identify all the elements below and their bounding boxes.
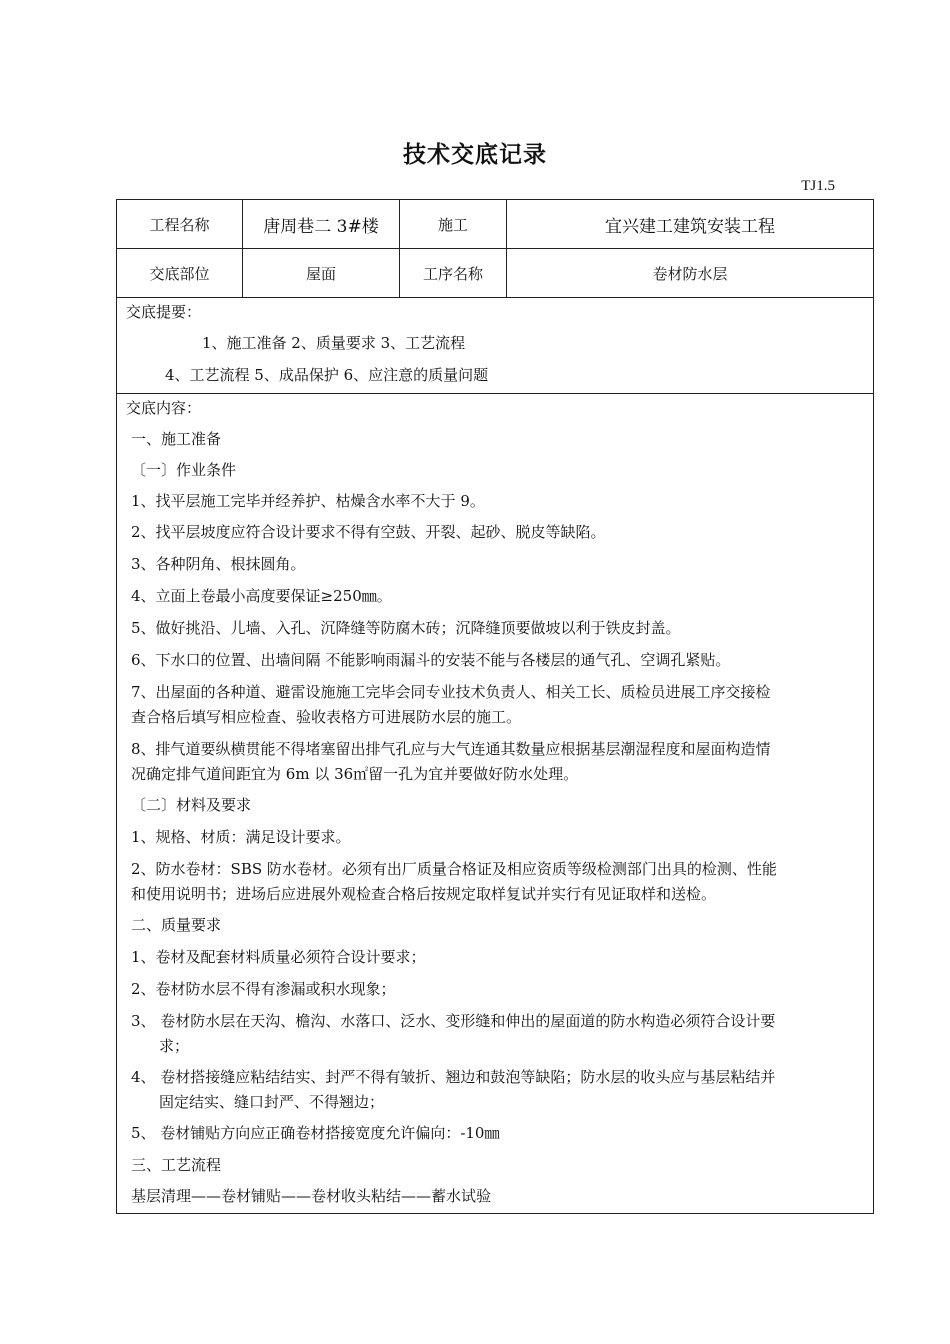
content-line: 1、找平层施工完毕并经养护、枯燥含水率不大于 9。 <box>131 492 485 510</box>
content-line: 一、施工准备 <box>131 430 222 448</box>
content-line: 三、工艺流程 <box>131 1156 222 1174</box>
header-row-location <box>117 249 873 298</box>
construction-label: 施工 <box>400 200 507 248</box>
content-section <box>117 394 873 1213</box>
summary-line-2: 4、工艺流程 5、成品保护 6、应注意的质量问题 <box>165 366 489 384</box>
content-line: 况确定排气道间距宜为 6m 以 36㎡留一孔为宜并要做好防水处理。 <box>131 765 579 783</box>
content-line: 和使用说明书；进场后应进展外观检查合格后按规定取样复试并实行有见证取样和送检。 <box>131 885 717 903</box>
content-line: 8、排气道要纵横贯能不得堵塞留出排气孔应与大气连通其数量应根据基层潮湿程度和屋面构造情 <box>131 740 771 758</box>
content-heading: 交底内容： <box>126 399 202 417</box>
content-line: 固定结实、缝口封严、不得翘边； <box>159 1093 385 1111</box>
summary-line-1: 1、施工准备 2、质量要求 3、工艺流程 <box>202 334 466 352</box>
record-table <box>116 199 874 1214</box>
content-line: 4、立面上卷最小高度要保证≥250㎜。 <box>131 587 392 605</box>
content-line: 〔一〕作业条件 <box>131 461 237 479</box>
construction-company-value: 宜兴建工建筑安装工程 <box>605 216 775 237</box>
content-line: 求； <box>159 1037 190 1055</box>
content-line: 二、质量要求 <box>131 916 222 934</box>
content-line: 1、规格、材质：满足设计要求。 <box>131 828 351 846</box>
process-label: 工序名称 <box>400 249 507 297</box>
location-label: 交底部位 <box>117 249 243 297</box>
content-line: 3、 卷材防水层在天沟、檐沟、水落口、泛水、变形缝和伸出的屋面道的防水构造必须符合设计要 <box>131 1012 776 1030</box>
content-line: 2、找平层坡度应符合设计要求不得有空鼓、开裂、起砂、脱皮等缺陷。 <box>131 523 606 541</box>
content-line: 2、防水卷材：SBS 防水卷材。必须有出厂质量合格证及相应资质等级检测部门出具的检测、性能 <box>131 860 777 878</box>
content-line: 2、卷材防水层不得有渗漏或积水现象； <box>131 980 396 998</box>
content-line: 6、下水口的位置、出墙间隔 不能影响雨漏斗的安装不能与各楼层的通气孔、空调孔紧贴。 <box>131 651 731 669</box>
project-name-value: 唐周巷二 3#楼 <box>243 200 400 248</box>
content-line: 查合格后填写相应检查、验收表格方可进展防水层的施工。 <box>131 708 522 726</box>
content-line: 1、卷材及配套材料质量必须符合设计要求； <box>131 948 426 966</box>
content-line: 5、 卷材铺贴方向应正确卷材搭接宽度允许偏向：-10㎜ <box>131 1124 500 1142</box>
content-line: 3、各种阴角、根抹圆角。 <box>131 555 306 573</box>
process-value: 卷材防水层 <box>652 264 728 283</box>
document-code: TJ1.5 <box>801 178 835 194</box>
summary-heading: 交底提要： <box>126 303 202 321</box>
content-line: 基层清理——卷材铺贴——卷材收头粘结——蓄水试验 <box>131 1187 492 1205</box>
content-line: 5、做好挑沿、儿墙、入孔、沉降缝等防腐木砖；沉降缝顶要做坡以利于铁皮封盖。 <box>131 619 681 637</box>
summary-section <box>117 298 873 394</box>
project-name-label: 工程名称 <box>117 200 243 248</box>
content-line: 4、 卷材搭接缝应粘结结实、封严不得有皱折、翘边和鼓泡等缺陷；防水层的收头应与基层粘结并 <box>131 1068 776 1086</box>
content-line: 〔二〕材料及要求 <box>131 796 252 814</box>
content-line: 7、出屋面的各种道、避雷设施施工完毕会同专业技术负责人、相关工长、质检员进展工序交接检 <box>131 683 771 701</box>
header-row-project <box>117 200 873 249</box>
document-title: 技术交底记录 <box>403 142 547 168</box>
location-value: 屋面 <box>243 249 400 297</box>
